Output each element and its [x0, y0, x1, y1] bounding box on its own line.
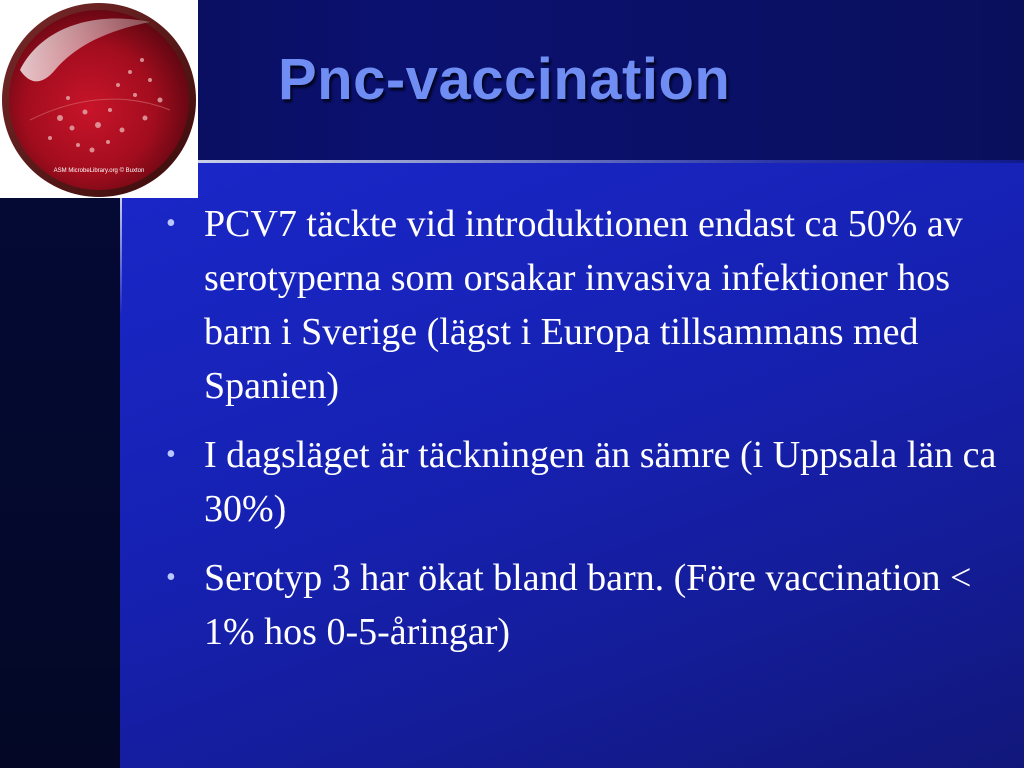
bullet-icon: •	[166, 439, 176, 470]
bullet-icon: •	[166, 562, 176, 593]
bullet-list	[160, 197, 1000, 674]
left-divider	[120, 195, 122, 315]
bullet-item	[160, 197, 1000, 413]
bullet-text: Serotyp 3 har ökat bland barn. (Före vaccination < 1% hos 0-5-åringar)	[204, 557, 972, 653]
petri-dish-image	[0, 0, 198, 198]
header-divider	[198, 160, 1024, 163]
bullet-item	[160, 428, 1000, 536]
image-credit: ASM MicrobeLibrary.org © Buxton	[53, 168, 145, 174]
petri-dish-photo	[0, 0, 198, 198]
bullet-item	[160, 551, 1000, 659]
slide-title: Pnc-vaccination	[278, 47, 731, 112]
bullet-text: I dagsläget är täckningen än sämre (i Uppsala län ca 30%)	[204, 434, 997, 530]
bullet-icon: •	[166, 208, 176, 239]
bullet-text: PCV7 täckte vid introduktionen endast ca 50% av serotyperna som orsakar invasiva infektioner hos barn i Sverige (lägst i Europa tillsammans med Spanien)	[204, 203, 963, 407]
